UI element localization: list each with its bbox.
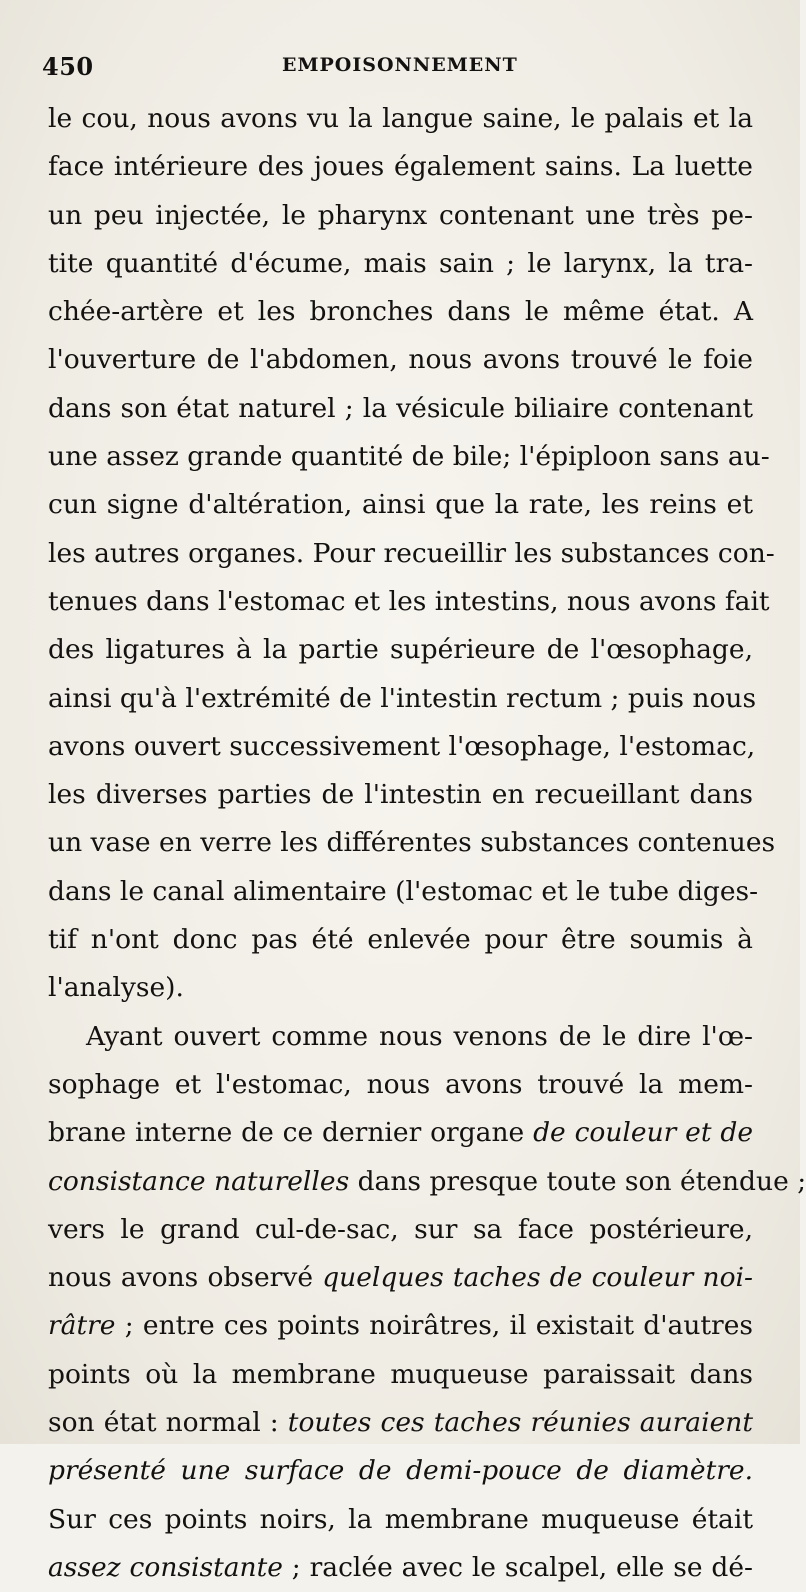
text-line [48,95,753,143]
text-segment: ; entre ces points noirâtres, il existait d'autres [115,1310,753,1342]
text-segment: Sur ces points noirs, la membrane muqueuse était [48,1503,753,1535]
italic-text-segment: râtre [48,1310,116,1342]
text-segment: ; raclée avec le scalpel, elle se dé- [282,1551,753,1583]
text-line [48,1544,753,1592]
text-segment: ainsi qu'à l'extrémité de l'intestin rectum ; puis nous [48,682,757,714]
text-segment: points où la membrane muqueuse paraissait dans [48,1358,753,1390]
text-segment: tenues dans l'estomac et les intestins, nous avons fait [48,585,770,617]
text-segment: dans presque toute son étendue ; [349,1165,806,1197]
text-line [48,240,753,288]
text-line [48,1302,753,1350]
text-line [48,675,757,723]
text-line [48,288,753,336]
text-line [48,192,753,240]
text-segment: face intérieure des joues également sains. La luette [48,151,753,183]
text-line [48,868,759,916]
text-line [48,1109,753,1157]
text-line [48,385,753,433]
text-line [48,530,775,578]
text-line [48,1254,753,1302]
text-line [48,1447,753,1495]
text-line [48,916,753,964]
text-line [48,481,753,529]
italic-text-segment: quelques taches de couleur noi- [322,1262,753,1294]
text-segment: l'ouverture de l'abdomen, nous avons trouvé le foie [48,344,753,376]
text-line [48,1496,753,1544]
text-segment: dans son état naturel ; la vésicule biliaire contenant [48,392,753,424]
text-line [48,1061,753,1109]
text-line [48,626,753,674]
text-line [48,723,756,771]
text-line [48,964,753,1012]
text-segment: un peu injectée, le pharynx contenant une très pe- [48,199,753,231]
text-segment: cun signe d'altération, ainsi que la rate, les reins et [48,489,753,521]
text-segment: tite quantité d'écume, mais sain ; le larynx, la tra- [48,247,753,279]
italic-text-segment: assez consistante [48,1551,283,1583]
text-segment: nous avons observé [48,1262,323,1294]
text-segment: chée-artère et les bronches dans le même état. A [48,296,753,328]
text-segment: des ligatures à la partie supérieure de l'œsophage, [48,634,753,666]
text-segment: tif n'ont donc pas été enlevée pour être soumis à [48,924,753,956]
text-segment: les autres organes. Pour recueillir les substances con- [48,537,775,569]
text-segment: un vase en verre les différentes substances contenues [48,827,776,859]
text-segment: l'analyse). [48,972,184,1004]
body-text [48,95,806,1592]
italic-text-segment: de couleur et de [533,1117,753,1149]
text-segment: dans le canal alimentaire (l'estomac et le tube diges- [48,875,759,907]
text-line [48,1158,806,1206]
text-line [48,1351,753,1399]
text-segment: le cou, nous avons vu la langue saine, le palais et la [48,103,753,134]
text-segment: une assez grande quantité de bile; l'épiploon sans au- [48,441,770,473]
text-line [48,1206,753,1254]
text-line [48,336,753,384]
page-number: 450 [42,52,94,81]
text-line [48,143,753,191]
italic-text-segment: toutes ces taches réunies auraient [287,1407,753,1439]
text-line [48,1399,753,1447]
text-line [48,1013,753,1061]
page-header [42,42,742,82]
text-line [48,433,770,481]
text-segment: les diverses parties de l'intestin en recueillant dans [48,779,753,811]
text-segment: Ayant ouvert comme nous venons de le dire l'œ- [86,1020,753,1052]
text-segment: avons ouvert successivement l'œsophage, l'estomac, [48,730,756,762]
italic-text-segment: consistance naturelles [48,1165,350,1197]
text-segment: vers le grand cul-de-sac, sur sa face postérieure, [48,1213,753,1245]
text-line [48,578,770,626]
text-line [48,771,753,819]
text-line [48,819,776,867]
italic-text-segment: présenté une surface de demi-pouce de diamètre. [48,1455,753,1487]
text-segment: sophage et l'estomac, nous avons trouvé la mem- [48,1068,753,1100]
running-title: EMPOISONNEMENT [282,54,518,76]
text-segment: brane interne de ce dernier organe [48,1117,534,1149]
text-segment: son état normal : [48,1407,288,1439]
